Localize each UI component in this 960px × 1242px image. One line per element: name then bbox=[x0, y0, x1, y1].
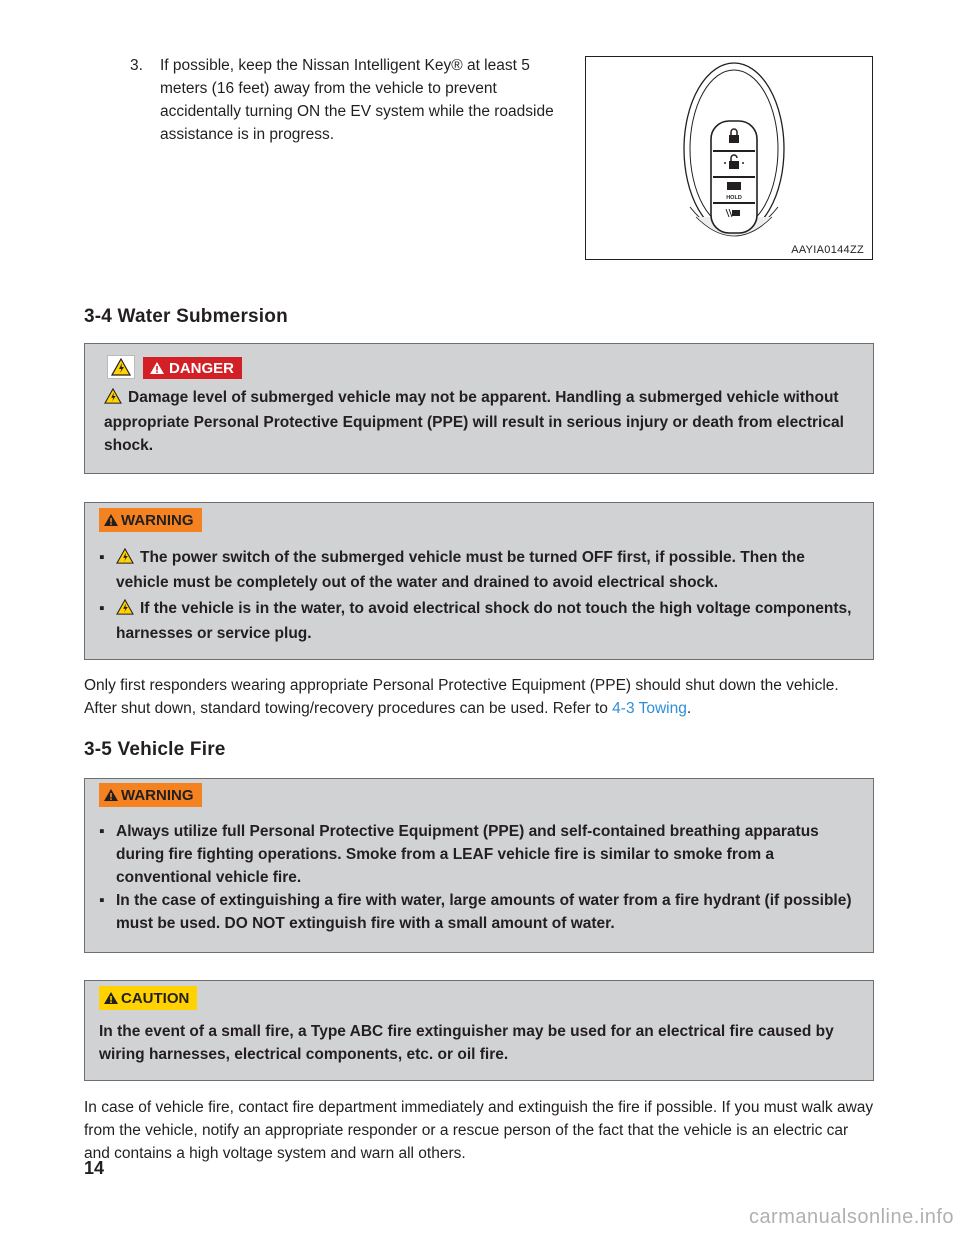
caution-label bbox=[99, 986, 197, 1010]
figure-caption: AAYIA0144ZZ bbox=[791, 244, 864, 256]
high-voltage-icon bbox=[116, 599, 134, 622]
caution-box bbox=[84, 980, 874, 1081]
alert-triangle-icon bbox=[149, 361, 165, 375]
towing-link[interactable]: 4-3 Towing bbox=[612, 700, 687, 717]
high-voltage-icon bbox=[104, 388, 122, 411]
step-number: 3. bbox=[130, 57, 143, 74]
water-warning-box bbox=[84, 502, 874, 660]
warning-item-text: The power switch of the submerged vehicle must be turned OFF first, if possible. Then the vehicle must be completely out of the water and drained to avoid electrical shock. bbox=[116, 549, 805, 591]
warning-item bbox=[99, 889, 867, 935]
high-voltage-icon bbox=[116, 548, 134, 571]
bullet: ▪ bbox=[99, 892, 105, 909]
warning-item bbox=[99, 597, 859, 645]
warning-item-text: If the vehicle is in the water, to avoid electrical shock do not touch the high voltage components, harnesses or service plug. bbox=[116, 600, 852, 642]
danger-label bbox=[143, 357, 242, 379]
caution-label-text: CAUTION bbox=[121, 989, 190, 1007]
bullet: ▪ bbox=[99, 823, 105, 840]
danger-text: Damage level of submerged vehicle may not be apparent. Handling a submerged vehicle without appropriate Personal Protective Equipment (PPE) will result in serious injury or death from electrical shock. bbox=[104, 389, 844, 454]
danger-label-text: DANGER bbox=[169, 359, 235, 377]
danger-box bbox=[84, 343, 874, 474]
bullet: ▪ bbox=[99, 600, 105, 617]
step-3 bbox=[130, 54, 560, 146]
paragraph-end: . bbox=[686, 700, 692, 717]
watermark: carmanualsonline.info bbox=[748, 1206, 954, 1228]
warning-item-text: In the case of extinguishing a fire with water, large amounts of water from a fire hydrant (if possible) must be used. DO NOT extinguish fire with a small amount of water. bbox=[116, 892, 852, 932]
alert-triangle-icon bbox=[103, 788, 119, 802]
warning-item bbox=[99, 546, 859, 594]
fire-warning-box bbox=[84, 778, 874, 953]
section-3-4-heading: 3-4 Water Submersion bbox=[84, 306, 288, 327]
vehicle-fire-paragraph: In case of vehicle fire, contact fire department immediately and extinguish the fire if possible. If you must walk away from the vehicle, notify an appropriate responder or a rescue person of the fact that the vehicle is an electric car and contains a high voltage system and warn all others. bbox=[84, 1099, 874, 1162]
warning-label-text: WARNING bbox=[121, 511, 194, 529]
warning-item bbox=[99, 820, 864, 889]
water-submersion-paragraph bbox=[84, 674, 874, 720]
high-voltage-icon bbox=[107, 355, 135, 379]
caution-text: In the event of a small fire, a Type ABC fire extinguisher may be used for an electrical fire caused by wiring harnesses, electrical components, etc. or oil fire. bbox=[99, 1023, 834, 1063]
intelligent-key-figure bbox=[585, 56, 873, 260]
warning-item-text: Always utilize full Personal Protective Equipment (PPE) and self-contained breathing apparatus during fire fighting operations. Smoke from a LEAF vehicle fire is similar to smoke from a conventional vehicle fire. bbox=[116, 823, 819, 886]
danger-text-block bbox=[104, 386, 844, 457]
alert-triangle-icon bbox=[103, 513, 119, 527]
hold-label: HOLD bbox=[726, 195, 742, 201]
alert-triangle-icon bbox=[103, 991, 119, 1005]
warning-label bbox=[99, 783, 202, 807]
step-text: If possible, keep the Nissan Intelligent Key® at least 5 meters (16 feet) away from the vehicle to prevent accidentally turning ON the EV system while the roadside assistance is in progress. bbox=[160, 57, 554, 143]
paragraph-text: Only first responders wearing appropriate Personal Protective Equipment (PPE) should shut down the vehicle. After shut down, standard towing/recovery procedures can be used. Refer to bbox=[84, 677, 839, 717]
warning-label-text: WARNING bbox=[121, 786, 194, 804]
bullet: ▪ bbox=[99, 549, 105, 566]
warning-label bbox=[99, 508, 202, 532]
section-3-5-heading: 3-5 Vehicle Fire bbox=[84, 739, 226, 760]
intelligent-key-illustration bbox=[586, 57, 872, 259]
page-number: 14 bbox=[84, 1158, 105, 1178]
